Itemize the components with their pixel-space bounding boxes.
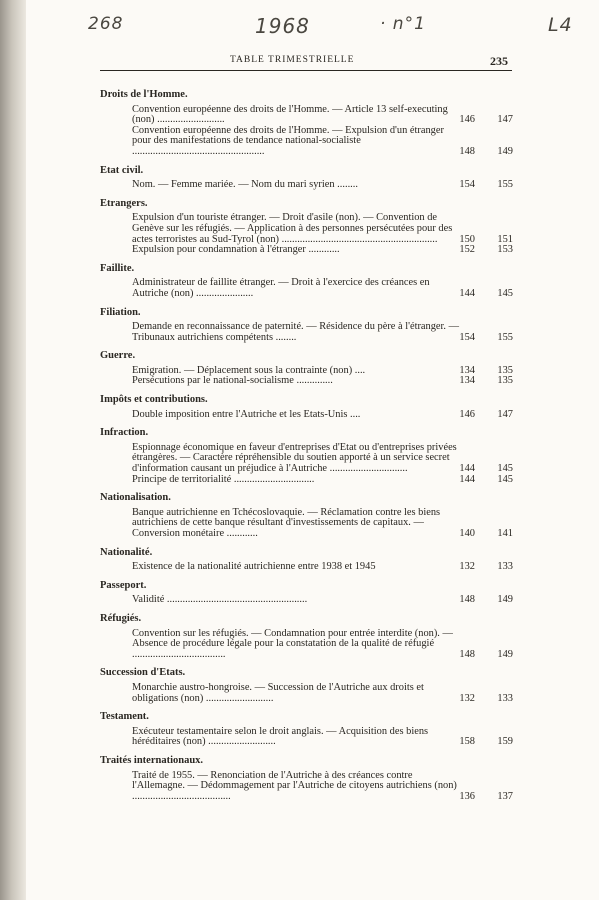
section-title: Nationalité. bbox=[100, 546, 153, 558]
index-entry bbox=[100, 180, 513, 191]
header-rule bbox=[100, 70, 512, 71]
entry-text: Emigration. — Déplacement sous la contrainte (non) .... bbox=[132, 364, 366, 376]
entry-page-2: 135 bbox=[497, 364, 513, 376]
section-title: Infraction. bbox=[100, 427, 149, 439]
section-title: Faillite. bbox=[100, 262, 135, 274]
entry-page-1: 144 bbox=[459, 287, 475, 299]
index-entry bbox=[100, 508, 513, 540]
index-section bbox=[100, 614, 513, 660]
index-section bbox=[100, 668, 513, 704]
entry-page-1: 148 bbox=[459, 594, 475, 606]
section-title: Impôts et contributions. bbox=[100, 394, 208, 406]
entry-page-1: 134 bbox=[459, 375, 475, 387]
index-entry bbox=[100, 443, 513, 475]
entry-page-1: 148 bbox=[459, 145, 475, 157]
section-title: Réfugiés. bbox=[100, 612, 142, 624]
index-entry bbox=[100, 595, 513, 606]
entry-text: Administrateur de faillite étranger. — Droit à l'exercice des créances en Autriche (non) ...................... bbox=[132, 277, 430, 299]
entry-text: Double imposition entre l'Autriche et les Etats-Unis .... bbox=[132, 408, 361, 420]
entry-page-2: 145 bbox=[497, 463, 513, 475]
entry-text: Principe de territorialité ............................... bbox=[132, 473, 315, 485]
entry-page-2: 149 bbox=[497, 145, 513, 157]
index-entry bbox=[100, 683, 513, 704]
index-section bbox=[100, 90, 513, 158]
section-title: Filiation. bbox=[100, 306, 141, 318]
entry-page-2: 147 bbox=[497, 114, 513, 126]
section-title: Etrangers. bbox=[100, 197, 148, 209]
entry-page-1: 146 bbox=[459, 114, 475, 126]
entry-page-1: 154 bbox=[459, 179, 475, 191]
entry-page-1: 146 bbox=[459, 408, 475, 420]
index-entry bbox=[100, 475, 513, 486]
section-title: Traités internationaux. bbox=[100, 754, 204, 766]
entry-text: Convention sur les réfugiés. — Condamnation pour entrée interdite (non). — Absence de procédure légale pour la constatation de la qualité de réfugié .................................... bbox=[132, 627, 453, 660]
entry-text: Expulsion d'un touriste étranger. — Droit d'asile (non). — Convention de Genève sur les réfugiés. — Application à des personnes persécutées pour des actes terroristes au Sud-Tyrol (non) ............................................................ bbox=[132, 212, 453, 245]
index-entry bbox=[100, 322, 513, 343]
index-entry bbox=[100, 213, 513, 245]
entry-text: Convention européenne des droits de l'Homme. — Article 13 self-executing (non) .......................... bbox=[132, 103, 448, 126]
entry-text: Existence de la nationalité autrichienne entre 1938 et 1945 bbox=[132, 561, 376, 573]
entry-page-2: 135 bbox=[497, 375, 513, 387]
entry-page-1: 136 bbox=[459, 790, 475, 802]
entry-text: Convention européenne des droits de l'Homme. — Expulsion d'un étranger pour des manifestations de tendance national-socialiste ................................................... bbox=[132, 124, 444, 157]
index-entry bbox=[100, 376, 513, 387]
index-section bbox=[100, 395, 513, 420]
index-section bbox=[100, 548, 513, 573]
index-entry bbox=[100, 771, 513, 803]
handwritten-note-2: 1968 bbox=[255, 14, 310, 38]
index-entry bbox=[100, 410, 513, 421]
entry-page-2: 141 bbox=[497, 528, 513, 539]
entry-page-1: 144 bbox=[459, 463, 475, 475]
index-section bbox=[100, 166, 513, 191]
entry-page-1: 132 bbox=[459, 561, 475, 573]
entry-text: Nom. — Femme mariée. — Nom du mari syrien ........ bbox=[132, 179, 358, 191]
index-content bbox=[100, 90, 513, 810]
section-title: Passeport. bbox=[100, 579, 147, 591]
entry-page-2: 137 bbox=[497, 790, 513, 802]
entry-page-1: 158 bbox=[459, 736, 475, 748]
entry-page-1: 140 bbox=[459, 528, 475, 539]
section-title: Nationalisation. bbox=[100, 492, 171, 504]
handwritten-note-3: · n°1 bbox=[380, 14, 426, 34]
section-title: Etat civil. bbox=[100, 164, 144, 176]
book-gutter-shadow bbox=[0, 0, 26, 900]
entry-page-2: 133 bbox=[497, 692, 513, 704]
entry-page-2: 147 bbox=[497, 408, 513, 420]
section-title: Testament. bbox=[100, 711, 149, 723]
index-entry bbox=[100, 105, 513, 126]
index-section bbox=[100, 308, 513, 344]
entry-page-1: 134 bbox=[459, 364, 475, 376]
index-section bbox=[100, 264, 513, 300]
entry-page-2: 133 bbox=[497, 561, 513, 573]
entry-page-1: 132 bbox=[459, 692, 475, 704]
entry-text: Monarchie austro-hongroise. — Succession de l'Autriche aux droits et obligations (non) .......................... bbox=[132, 681, 424, 704]
index-section bbox=[100, 199, 513, 256]
index-entry bbox=[100, 278, 513, 299]
section-title: Succession d'Etats. bbox=[100, 667, 186, 679]
index-entry bbox=[100, 629, 513, 661]
entry-page-2: 159 bbox=[497, 736, 513, 748]
entry-page-2: 149 bbox=[497, 648, 513, 660]
entry-page-1: 154 bbox=[459, 331, 475, 343]
index-section bbox=[100, 712, 513, 748]
running-header: TABLE TRIMESTRIELLE bbox=[230, 55, 355, 65]
entry-text: Demande en reconnaissance de paternité. — Résidence du père à l'étranger. — Tribunaux autrichiens compétents ........ bbox=[132, 321, 460, 343]
index-section bbox=[100, 756, 513, 802]
entry-page-1: 144 bbox=[459, 473, 475, 485]
page-number: 235 bbox=[490, 54, 508, 68]
entry-page-1: 152 bbox=[459, 244, 475, 256]
handwritten-note-4: L4 bbox=[548, 14, 573, 36]
section-title: Droits de l'Homme. bbox=[100, 89, 188, 100]
entry-page-2: 153 bbox=[497, 244, 513, 256]
index-entry bbox=[100, 727, 513, 748]
index-section bbox=[100, 493, 513, 539]
entry-page-1: 150 bbox=[459, 233, 475, 245]
entry-text: Persécutions par le national-socialisme .............. bbox=[132, 375, 333, 387]
handwritten-note-1: 268 bbox=[88, 14, 124, 34]
section-title: Guerre. bbox=[100, 350, 136, 362]
entry-text: Validité ...................................................... bbox=[132, 594, 308, 606]
index-entry bbox=[100, 245, 513, 256]
entry-text: Traité de 1955. — Renonciation de l'Autriche à des créances contre l'Allemagne. — Dédommagement par l'Autriche de citoyens autrichiens (non) ...................................... bbox=[132, 769, 457, 802]
entry-text: Banque autrichienne en Tchécoslovaquie. — Réclamation contre les biens autrichiens de cette banque résultant d'investissements de capitaux. — Conversion monétaire ............ bbox=[132, 506, 441, 539]
entry-page-2: 151 bbox=[497, 233, 513, 245]
index-section bbox=[100, 428, 513, 485]
index-section bbox=[100, 351, 513, 387]
index-section bbox=[100, 581, 513, 606]
entry-text: Expulsion pour condamnation à l'étranger ............ bbox=[132, 244, 340, 256]
entry-page-2: 149 bbox=[497, 594, 513, 606]
entry-page-2: 155 bbox=[497, 331, 513, 343]
entry-page-1: 148 bbox=[459, 648, 475, 660]
index-entry bbox=[100, 562, 513, 573]
entry-text: Espionnage économique en faveur d'entreprises d'Etat ou d'entreprises privées étrangères. — Caractère répréhensible du soutien apporté à un service secret d'information causant un préjudice à l'Autriche .............................. bbox=[132, 441, 457, 475]
index-entry bbox=[100, 126, 513, 158]
entry-page-2: 145 bbox=[497, 473, 513, 485]
entry-page-2: 155 bbox=[497, 179, 513, 191]
entry-text: Exécuteur testamentaire selon le droit anglais. — Acquisition des biens héréditaires (non) .......................... bbox=[132, 725, 429, 748]
entry-page-2: 145 bbox=[497, 287, 513, 299]
